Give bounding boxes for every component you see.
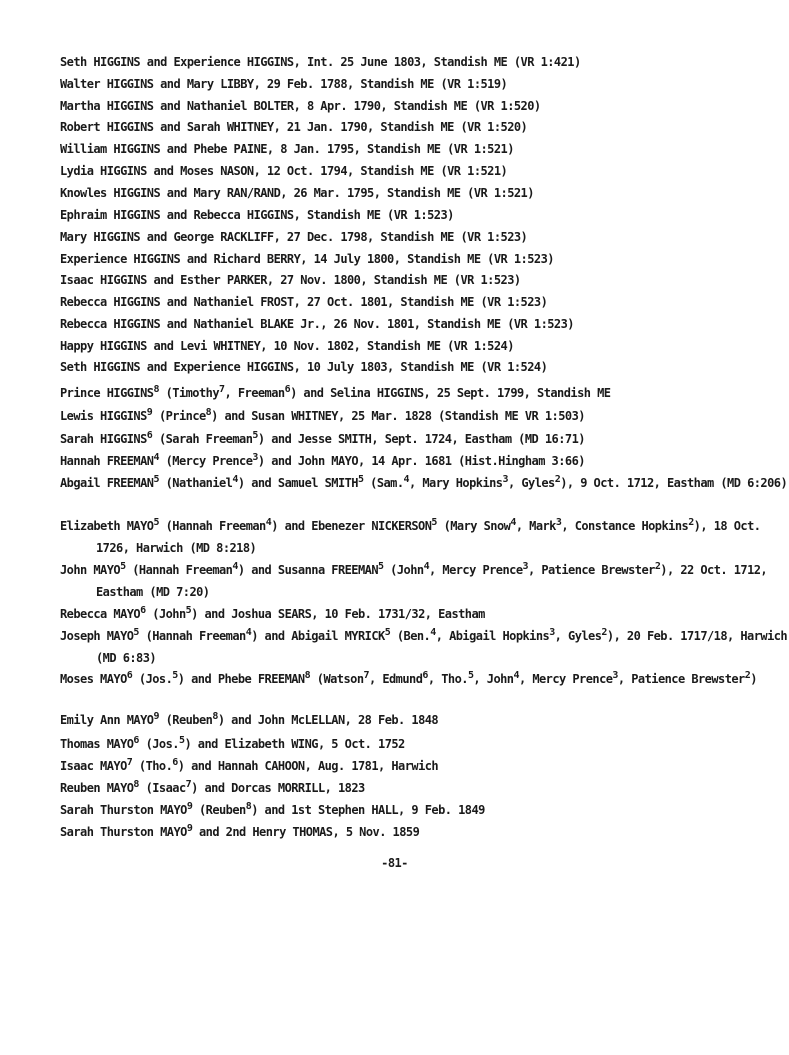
record-entry: Moses MAYO$^6$ (Jos.$^5$) and Phebe FREEMAN$^8$ (Watson$^7$, Edmund$^6$, Tho.$^5$, John$^4$, Mercy Prence$^3$, Patience Brewster$^2$) — [60, 670, 757, 686]
record-entry: John MAYO$^5$ (Hannah Freeman$^4$) and Susanna FREEMAN$^5$ (John$^4$, Mercy Prence$^3$, Patience Brewster$^2$), 22 Oct. 1712, Eastham (MD 7:20) — [60, 561, 768, 599]
record-entry: Thomas MAYO$^6$ (Jos.$^5$) and Elizabeth WING, 5 Oct. 1752 — [60, 735, 405, 751]
record-entry: Rebecca HIGGINS and Nathaniel BLAKE Jr., 26 Nov. 1801, Standish ME (VR 1:523) — [60, 317, 574, 331]
record-entry: Martha HIGGINS and Nathaniel BOLTER, 8 Apr. 1790, Standish ME (VR 1:520) — [60, 99, 541, 113]
record-entry: Lewis HIGGINS$^9$ (Prince$^8$) and Susan WHITNEY, 25 Mar. 1828 (Standish ME VR 1:503) — [60, 407, 585, 423]
record-entry: Emily Ann MAYO$^9$ (Reuben$^8$) and John McLELLAN, 28 Feb. 1848 — [60, 711, 439, 727]
record-entry: Sarah Thurston MAYO$^9$ (Reuben$^8$) and 1st Stephen HALL, 9 Feb. 1849 — [60, 801, 485, 817]
record-entry: Reuben MAYO$^8$ (Isaac$^7$) and Dorcas MORRILL, 1823 — [60, 779, 365, 795]
record-entry: William HIGGINS and Phebe PAINE, 8 Jan. 1795, Standish ME (VR 1:521) — [60, 142, 514, 156]
record-entry: Knowles HIGGINS and Mary RAN/RAND, 26 Mar. 1795, Standish ME (VR 1:521) — [60, 186, 534, 200]
record-entry: Robert HIGGINS and Sarah WHITNEY, 21 Jan. 1790, Standish ME (VR 1:520) — [60, 120, 528, 134]
record-entry: Prince HIGGINS$^8$ (Timothy$^7$, Freeman$^6$) and Selina HIGGINS, 25 Sept. 1799, Standish ME — [60, 384, 611, 400]
record-entry: Seth HIGGINS and Experience HIGGINS, 10 July 1803, Standish ME (VR 1:524) — [60, 360, 548, 374]
record-entry: Happy HIGGINS and Levi WHITNEY, 10 Nov. 1802, Standish ME (VR 1:524) — [60, 339, 514, 353]
page-number: -81- — [381, 856, 408, 870]
record-entry: Rebecca HIGGINS and Nathaniel FROST, 27 Oct. 1801, Standish ME (VR 1:523) — [60, 295, 548, 309]
record-entry: Isaac HIGGINS and Esther PARKER, 27 Nov. 1800, Standish ME (VR 1:523) — [60, 273, 521, 287]
record-entry: Walter HIGGINS and Mary LIBBY, 29 Feb. 1788, Standish ME (VR 1:519) — [60, 77, 508, 91]
record-entry: Joseph MAYO$^5$ (Hannah Freeman$^4$) and Abigail MYRICK$^5$ (Ben.$^4$, Abigail Hopkins$^3$, Gyles$^2$), 20 Feb. 1717/18, Harwich (MD 6:83) — [60, 627, 788, 665]
record-entry: Abgail FREEMAN$^5$ (Nathaniel$^4$) and Samuel SMITH$^5$ (Sam.$^4$, Mary Hopkins$^3$, Gyles$^2$), 9 Oct. 1712, Eastham (MD 6:206) — [60, 474, 788, 490]
record-entry: Sarah Thurston MAYO$^9$ and 2nd Henry THOMAS, 5 Nov. 1859 — [60, 823, 420, 839]
record-entry: Seth HIGGINS and Experience HIGGINS, Int. 25 June 1803, Standish ME (VR 1:421) — [60, 55, 581, 69]
record-entry: Lydia HIGGINS and Moses NASON, 12 Oct. 1794, Standish ME (VR 1:521) — [60, 164, 508, 178]
record-entry: Ephraim HIGGINS and Rebecca HIGGINS, Standish ME (VR 1:523) — [60, 208, 454, 222]
record-entry: Rebecca MAYO$^6$ (John$^5$) and Joshua SEARS, 10 Feb. 1731/32, Eastham — [60, 605, 485, 621]
record-entry: Mary HIGGINS and George RACKLIFF, 27 Dec. 1798, Standish ME (VR 1:523) — [60, 230, 528, 244]
record-entry: Isaac MAYO$^7$ (Tho.$^6$) and Hannah CAHOON, Aug. 1781, Harwich — [60, 757, 439, 773]
record-entry: Hannah FREEMAN$^4$ (Mercy Prence$^3$) and John MAYO, 14 Apr. 1681 (Hist.Hingham 3:66) — [60, 452, 585, 468]
record-entry: Elizabeth MAYO$^5$ (Hannah Freeman$^4$) and Ebenezer NICKERSON$^5$ (Mary Snow$^4$, Mark$^3$, Constance Hopkins$^2$), 18 Oct. 1726, Harwich (MD 8:218) — [60, 517, 761, 555]
record-entry: Experience HIGGINS and Richard BERRY, 14 July 1800, Standish ME (VR 1:523) — [60, 252, 554, 266]
record-entry: Sarah HIGGINS$^6$ (Sarah Freeman$^5$) and Jesse SMITH, Sept. 1724, Eastham (MD 16:71) — [60, 430, 585, 446]
